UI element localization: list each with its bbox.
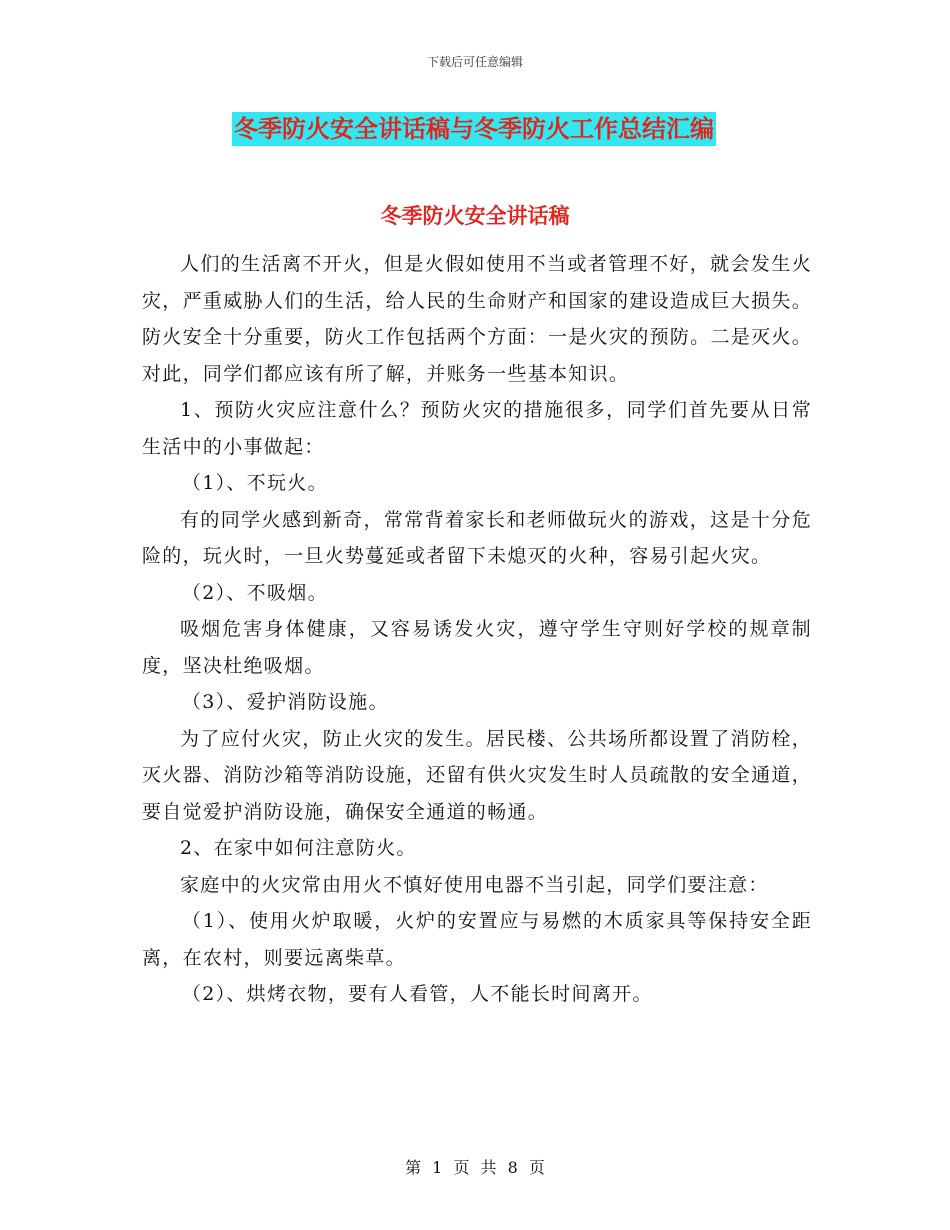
paragraph-fire-play: 有的同学火感到新奇，常常背着家长和老师做玩火的游戏，这是十分危险的，玩火时，一旦火势蔓延或者留下未熄灭的火种，容易引起火灾。 (142, 508, 812, 567)
section-title: 冬季防火安全讲话稿 (380, 203, 570, 228)
document-main-title: 冬季防火安全讲话稿与冬季防火工作总结汇编 (232, 112, 716, 146)
paragraph-facilities: 为了应付火灾，防止火灾的发生。居民楼、公共场所都设置了消防栓，灭火器、消防沙箱等消防设施，还留有供火灾发生时人员疏散的安全通道，要自觉爱护消防设施，确保安全通道的畅通。 (142, 727, 812, 823)
document-body (142, 246, 812, 1013)
paragraph-point-2: 2、在家中如何注意防火。 (180, 837, 417, 859)
page-number-footer: 第 1 页 共 8 页 (405, 1158, 545, 1177)
paragraph-point-1: 1、预防火灾应注意什么？预防火灾的措施很多，同学们首先要从日常生活中的小事做起： (142, 399, 812, 458)
paragraph-smoking: 吸烟危害身体健康，又容易诱发火灾，遵守学生守则好学校的规章制度，坚决杜绝吸烟。 (142, 618, 812, 677)
list-item-no-smoking: （2）、不吸烟。 (181, 581, 328, 604)
page-header-note: 下载后可任意编辑 (426, 55, 523, 69)
list-item-protect-facilities: （3）、爱护消防设施。 (181, 691, 389, 713)
list-item-no-fire-play: （1）、不玩火。 (181, 472, 328, 494)
list-item-stove: （1）、使用火炉取暖，火炉的安置应与易燃的木质家具等保持安全距离，在农村，则要远离柴草。 (142, 910, 812, 969)
paragraph-intro: 人们的生活离不开火，但是火假如使用不当或者管理不好，就会发生火灾，严重威胁人们的生活，给人民的生命财产和国家的建设造成巨大损失。防火安全十分重要，防火工作包括两个方面：一是火灾的预防。二是灭火。对此，同学们都应该有所了解，并账务一些基本知识。 (142, 253, 812, 385)
list-item-drying-clothes: （2）、烘烤衣物，要有人看管，人不能长时间离开。 (181, 983, 653, 1005)
paragraph-home-fire: 家庭中的火灾常由用火不慎好使用电器不当引起，同学们要注意： (180, 873, 769, 896)
